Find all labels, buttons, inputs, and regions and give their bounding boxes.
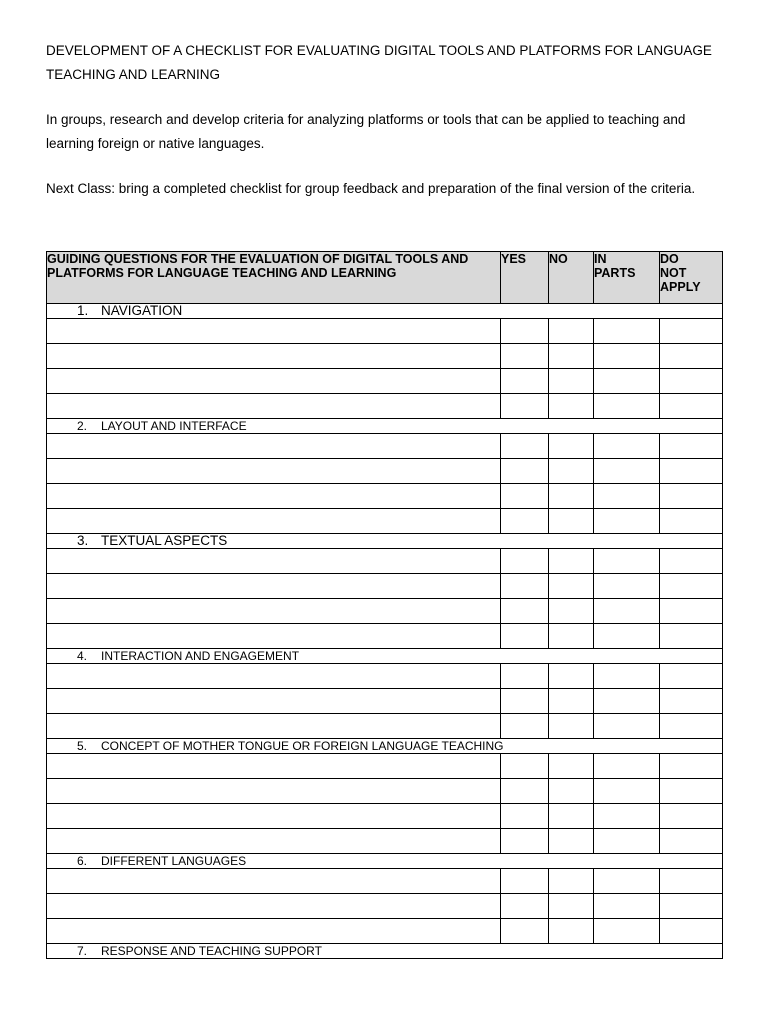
section-label: DIFFERENT LANGUAGES <box>101 854 247 868</box>
do-not-apply-cell[interactable] <box>660 574 723 599</box>
no-cell[interactable] <box>549 804 594 829</box>
criteria-row <box>47 689 723 714</box>
criteria-row <box>47 919 723 944</box>
document-title: DEVELOPMENT OF A CHECKLIST FOR EVALUATING DIGITAL TOOLS AND PLATFORMS FOR LANGUAGE TEACHING AND LEARNING <box>46 43 712 82</box>
no-cell[interactable] <box>549 434 594 459</box>
criterion-cell[interactable] <box>47 549 501 574</box>
section-title <box>47 739 723 754</box>
section-header-row <box>47 304 723 319</box>
section-label: NAVIGATION <box>101 303 183 318</box>
in-parts-cell[interactable] <box>594 779 660 804</box>
yes-cell[interactable] <box>501 624 549 649</box>
yes-cell[interactable] <box>501 804 549 829</box>
in-parts-cell[interactable] <box>594 599 660 624</box>
in-parts-cell[interactable] <box>594 664 660 689</box>
criteria-row <box>47 779 723 804</box>
criterion-cell[interactable] <box>47 434 501 459</box>
in-parts-cell[interactable] <box>594 459 660 484</box>
in-parts-cell[interactable] <box>594 624 660 649</box>
section-header-row <box>47 419 723 434</box>
next-class-paragraph: Next Class: bring a completed checklist for group feedback and preparation of the final version of the criteria. <box>46 181 696 196</box>
criteria-row <box>47 829 723 854</box>
section-title <box>47 304 723 319</box>
section-number: 7. <box>77 944 88 958</box>
do-not-apply-cell[interactable] <box>660 549 723 574</box>
criteria-row <box>47 549 723 574</box>
section-number: 6. <box>77 854 88 868</box>
yes-cell[interactable] <box>501 369 549 394</box>
do-not-apply-cell[interactable] <box>660 484 723 509</box>
no-cell[interactable] <box>549 754 594 779</box>
yes-cell[interactable] <box>501 549 549 574</box>
in-parts-cell[interactable] <box>594 434 660 459</box>
criterion-cell[interactable] <box>47 624 501 649</box>
section-number: 1. <box>77 303 89 318</box>
section-number: 4. <box>77 649 88 663</box>
in-parts-cell[interactable] <box>594 549 660 574</box>
header-do-not-apply-line-3: APPLY <box>660 280 701 294</box>
criterion-cell[interactable] <box>47 394 501 419</box>
no-cell[interactable] <box>549 509 594 534</box>
criterion-cell[interactable] <box>47 804 501 829</box>
yes-cell[interactable] <box>501 509 549 534</box>
section-number: 3. <box>77 533 89 548</box>
criteria-row <box>47 754 723 779</box>
criteria-row <box>47 369 723 394</box>
no-cell[interactable] <box>549 484 594 509</box>
yes-cell[interactable] <box>501 714 549 739</box>
section-title <box>47 944 723 959</box>
section-number: 5. <box>77 739 88 753</box>
section-number: 2. <box>77 419 88 433</box>
do-not-apply-cell[interactable] <box>660 804 723 829</box>
criteria-row <box>47 509 723 534</box>
criteria-row <box>47 869 723 894</box>
in-parts-cell[interactable] <box>594 714 660 739</box>
in-parts-cell[interactable] <box>594 829 660 854</box>
do-not-apply-cell[interactable] <box>660 919 723 944</box>
criterion-cell[interactable] <box>47 484 501 509</box>
do-not-apply-cell[interactable] <box>660 829 723 854</box>
criterion-cell[interactable] <box>47 599 501 624</box>
yes-cell[interactable] <box>501 754 549 779</box>
criteria-row <box>47 804 723 829</box>
header-yes: YES <box>501 252 549 304</box>
in-parts-cell[interactable] <box>594 869 660 894</box>
criteria-row <box>47 319 723 344</box>
do-not-apply-cell[interactable] <box>660 509 723 534</box>
yes-cell[interactable] <box>501 319 549 344</box>
checklist-table <box>46 251 723 959</box>
yes-cell[interactable] <box>501 394 549 419</box>
section-label: INTERACTION AND ENGAGEMENT <box>101 649 300 663</box>
do-not-apply-cell[interactable] <box>660 434 723 459</box>
do-not-apply-cell[interactable] <box>660 714 723 739</box>
in-parts-cell[interactable] <box>594 484 660 509</box>
no-cell[interactable] <box>549 664 594 689</box>
in-parts-cell[interactable] <box>594 689 660 714</box>
yes-cell[interactable] <box>501 599 549 624</box>
no-cell[interactable] <box>549 919 594 944</box>
yes-cell[interactable] <box>501 574 549 599</box>
do-not-apply-cell[interactable] <box>660 664 723 689</box>
criterion-cell[interactable] <box>47 509 501 534</box>
section-label: LAYOUT AND INTERFACE <box>101 419 247 433</box>
section-title <box>47 419 723 434</box>
criteria-row <box>47 624 723 649</box>
criteria-row <box>47 574 723 599</box>
no-cell[interactable] <box>549 394 594 419</box>
criterion-cell[interactable] <box>47 919 501 944</box>
yes-cell[interactable] <box>501 894 549 919</box>
do-not-apply-cell[interactable] <box>660 459 723 484</box>
no-cell[interactable] <box>549 319 594 344</box>
criteria-row <box>47 394 723 419</box>
in-parts-cell[interactable] <box>594 344 660 369</box>
header-in-parts-line-2: PARTS <box>594 266 636 280</box>
criteria-row <box>47 434 723 459</box>
yes-cell[interactable] <box>501 459 549 484</box>
checklist-body <box>47 304 723 959</box>
yes-cell[interactable] <box>501 484 549 509</box>
no-cell[interactable] <box>549 714 594 739</box>
no-cell[interactable] <box>549 829 594 854</box>
do-not-apply-cell[interactable] <box>660 344 723 369</box>
section-label: CONCEPT OF MOTHER TONGUE OR FOREIGN LANGUAGE TEACHING <box>101 739 504 753</box>
yes-cell[interactable] <box>501 689 549 714</box>
criterion-cell[interactable] <box>47 754 501 779</box>
criteria-row <box>47 894 723 919</box>
no-cell[interactable] <box>549 894 594 919</box>
criterion-cell[interactable] <box>47 779 501 804</box>
no-cell[interactable] <box>549 369 594 394</box>
section-title <box>47 854 723 869</box>
section-title <box>47 534 723 549</box>
yes-cell[interactable] <box>501 829 549 854</box>
yes-cell[interactable] <box>501 434 549 459</box>
criterion-cell[interactable] <box>47 869 501 894</box>
section-header-row <box>47 739 723 754</box>
criteria-row <box>47 484 723 509</box>
header-in-parts-line-1: IN <box>594 252 607 266</box>
do-not-apply-cell[interactable] <box>660 624 723 649</box>
section-label: RESPONSE AND TEACHING SUPPORT <box>101 944 322 958</box>
criteria-row <box>47 599 723 624</box>
no-cell[interactable] <box>549 624 594 649</box>
in-parts-cell[interactable] <box>594 804 660 829</box>
in-parts-cell[interactable] <box>594 509 660 534</box>
header-guiding-questions: GUIDING QUESTIONS FOR THE EVALUATION OF DIGITAL TOOLS AND PLATFORMS FOR LANGUAGE TEACHING AND LEARNING <box>47 252 501 304</box>
do-not-apply-cell[interactable] <box>660 754 723 779</box>
header-no: NO <box>549 252 594 304</box>
in-parts-cell[interactable] <box>594 319 660 344</box>
criterion-cell[interactable] <box>47 344 501 369</box>
section-title <box>47 649 723 664</box>
instructions-paragraph: In groups, research and develop criteria for analyzing platforms or tools that can be applied to teaching and learning foreign or native languages. <box>46 112 686 151</box>
no-cell[interactable] <box>549 459 594 484</box>
section-header-row <box>47 649 723 664</box>
yes-cell[interactable] <box>501 344 549 369</box>
header-do-not-apply <box>660 252 723 304</box>
in-parts-cell[interactable] <box>594 754 660 779</box>
criteria-row <box>47 664 723 689</box>
criterion-cell[interactable] <box>47 664 501 689</box>
criterion-cell[interactable] <box>47 574 501 599</box>
no-cell[interactable] <box>549 869 594 894</box>
header-do-not-apply-line-2: NOT <box>660 266 687 280</box>
criteria-row <box>47 714 723 739</box>
do-not-apply-cell[interactable] <box>660 869 723 894</box>
criterion-cell[interactable] <box>47 714 501 739</box>
do-not-apply-cell[interactable] <box>660 894 723 919</box>
do-not-apply-cell[interactable] <box>660 599 723 624</box>
no-cell[interactable] <box>549 344 594 369</box>
do-not-apply-cell[interactable] <box>660 689 723 714</box>
header-in-parts <box>594 252 660 304</box>
criterion-cell[interactable] <box>47 894 501 919</box>
criteria-row <box>47 344 723 369</box>
yes-cell[interactable] <box>501 869 549 894</box>
criterion-cell[interactable] <box>47 459 501 484</box>
do-not-apply-cell[interactable] <box>660 369 723 394</box>
criterion-cell[interactable] <box>47 689 501 714</box>
no-cell[interactable] <box>549 549 594 574</box>
in-parts-cell[interactable] <box>594 574 660 599</box>
no-cell[interactable] <box>549 689 594 714</box>
yes-cell[interactable] <box>501 664 549 689</box>
do-not-apply-cell[interactable] <box>660 779 723 804</box>
section-header-row <box>47 854 723 869</box>
criterion-cell[interactable] <box>47 369 501 394</box>
criterion-cell[interactable] <box>47 829 501 854</box>
no-cell[interactable] <box>549 779 594 804</box>
section-header-row <box>47 534 723 549</box>
do-not-apply-cell[interactable] <box>660 319 723 344</box>
section-header-row <box>47 944 723 959</box>
yes-cell[interactable] <box>501 919 549 944</box>
in-parts-cell[interactable] <box>594 894 660 919</box>
yes-cell[interactable] <box>501 779 549 804</box>
section-label: TEXTUAL ASPECTS <box>101 533 228 548</box>
criterion-cell[interactable] <box>47 319 501 344</box>
in-parts-cell[interactable] <box>594 919 660 944</box>
do-not-apply-cell[interactable] <box>660 394 723 419</box>
no-cell[interactable] <box>549 574 594 599</box>
header-do-not-apply-line-1: DO <box>660 252 679 266</box>
no-cell[interactable] <box>549 599 594 624</box>
in-parts-cell[interactable] <box>594 369 660 394</box>
in-parts-cell[interactable] <box>594 394 660 419</box>
criteria-row <box>47 459 723 484</box>
